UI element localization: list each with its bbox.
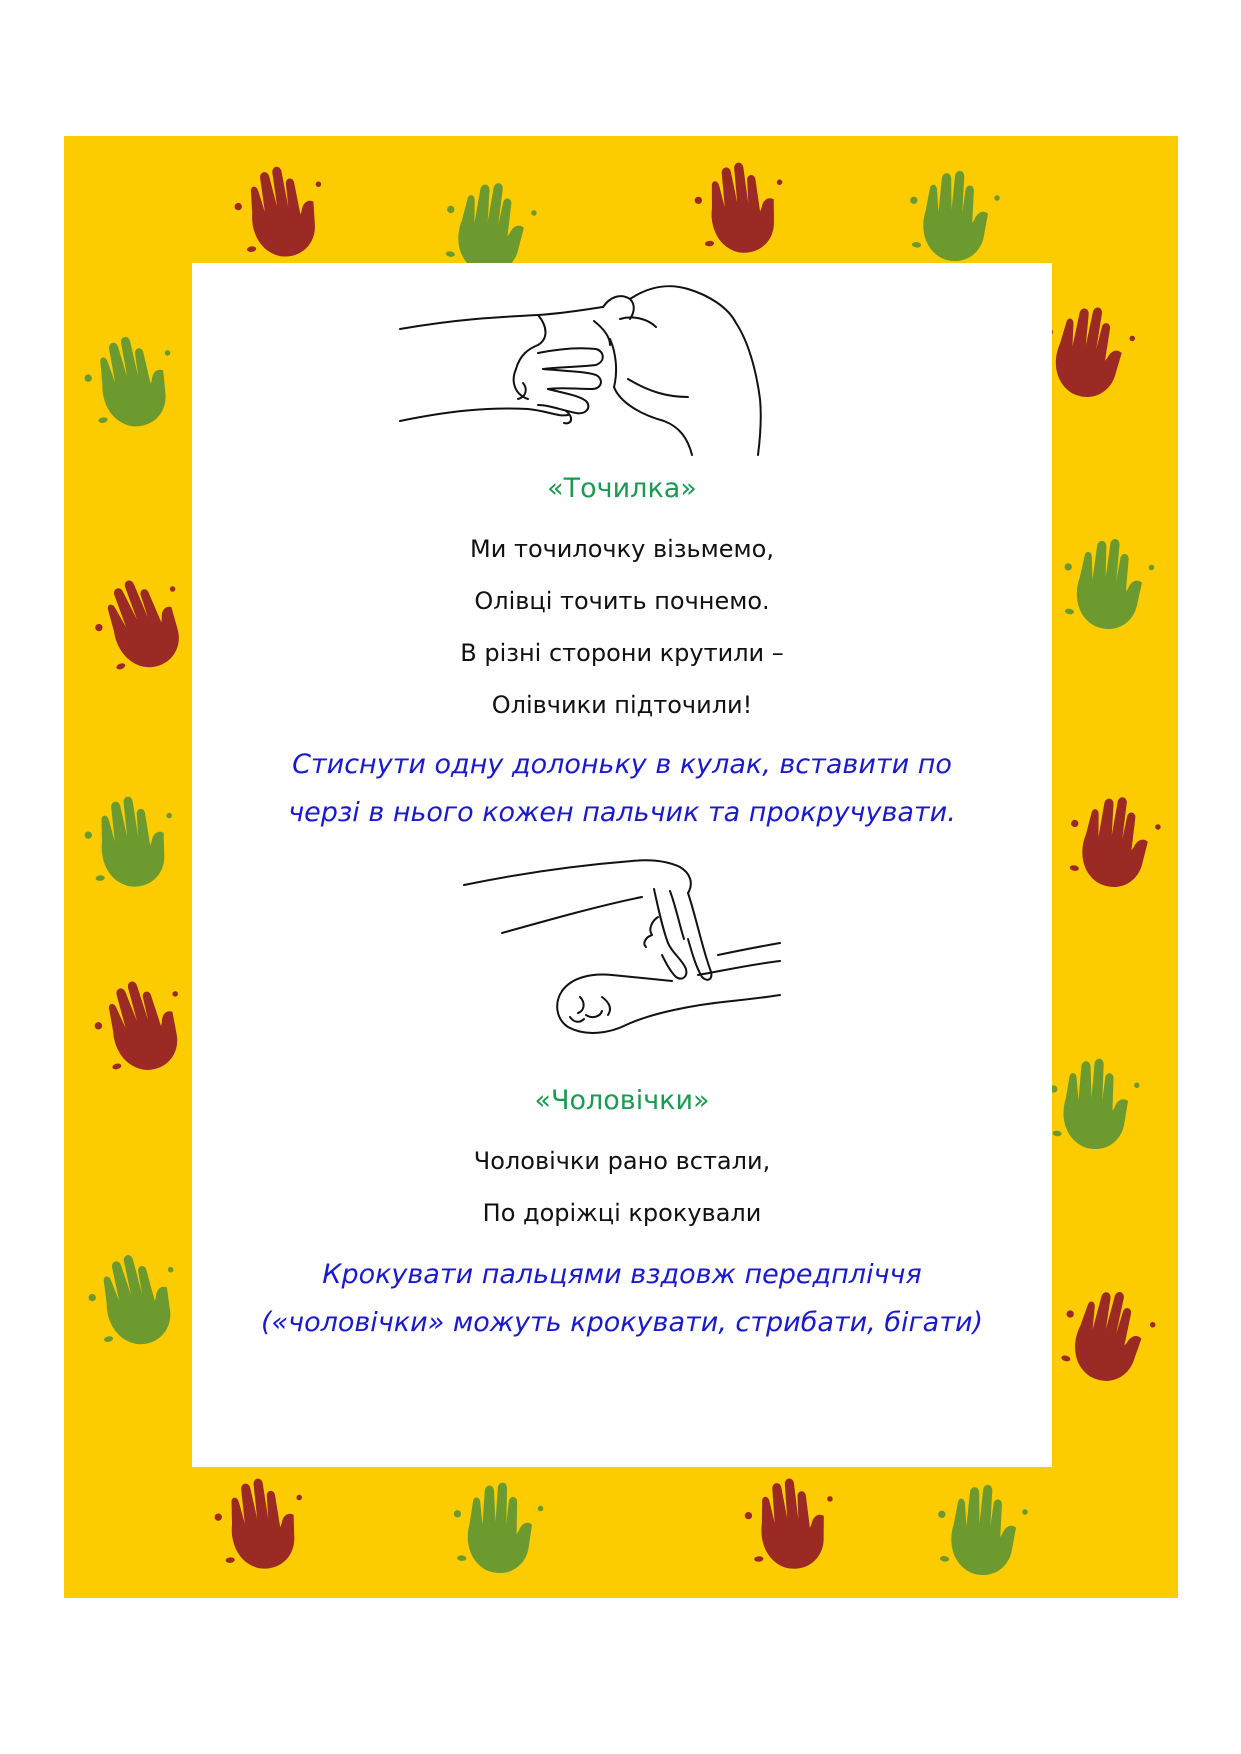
verse-line: Олівці точить почнемо. xyxy=(474,587,770,615)
verse-line: По доріжці крокували xyxy=(482,1199,762,1227)
green-handprint-icon xyxy=(928,1466,1038,1586)
verse-line: Олівчики підточили! xyxy=(491,691,753,719)
red-handprint-icon xyxy=(736,1460,846,1580)
verse-line: В різні сторони крутили – xyxy=(460,639,784,667)
red-handprint-icon xyxy=(226,148,336,268)
instruction-line: Стиснути одну долоньку в кулак, вставити по xyxy=(292,749,952,780)
instruction-line: («чоловічки» можуть крокувати, стрибати, бігати) xyxy=(260,1307,984,1338)
green-handprint-icon xyxy=(1040,1040,1150,1160)
red-handprint-icon xyxy=(86,962,196,1082)
green-handprint-icon xyxy=(76,318,186,438)
green-handprint-icon xyxy=(76,778,186,898)
verse-line: Чоловічки рано встали, xyxy=(473,1147,771,1175)
poem-title-sharpener: «Точилка» xyxy=(547,473,697,504)
red-handprint-icon xyxy=(1054,1272,1164,1392)
poem-title-little-men: «Чоловічки» xyxy=(534,1085,710,1116)
instruction-line: Крокувати пальцями вздовж передпліччя xyxy=(322,1259,922,1290)
green-handprint-icon xyxy=(1054,520,1164,640)
red-handprint-icon xyxy=(206,1460,316,1580)
red-handprint-icon xyxy=(86,560,196,680)
green-handprint-icon xyxy=(900,152,1010,272)
walking-fingers-illustration xyxy=(462,847,782,1047)
fist-sharpener-illustration xyxy=(398,279,818,459)
instruction-line: черзі в нього кожен пальчик та прокручувати. xyxy=(288,797,956,828)
red-handprint-icon xyxy=(686,144,796,264)
green-handprint-icon xyxy=(444,1464,554,1584)
verse-line: Ми точилочку візьмемо, xyxy=(470,535,774,563)
green-handprint-icon xyxy=(80,1236,190,1356)
red-handprint-icon xyxy=(1060,778,1170,898)
